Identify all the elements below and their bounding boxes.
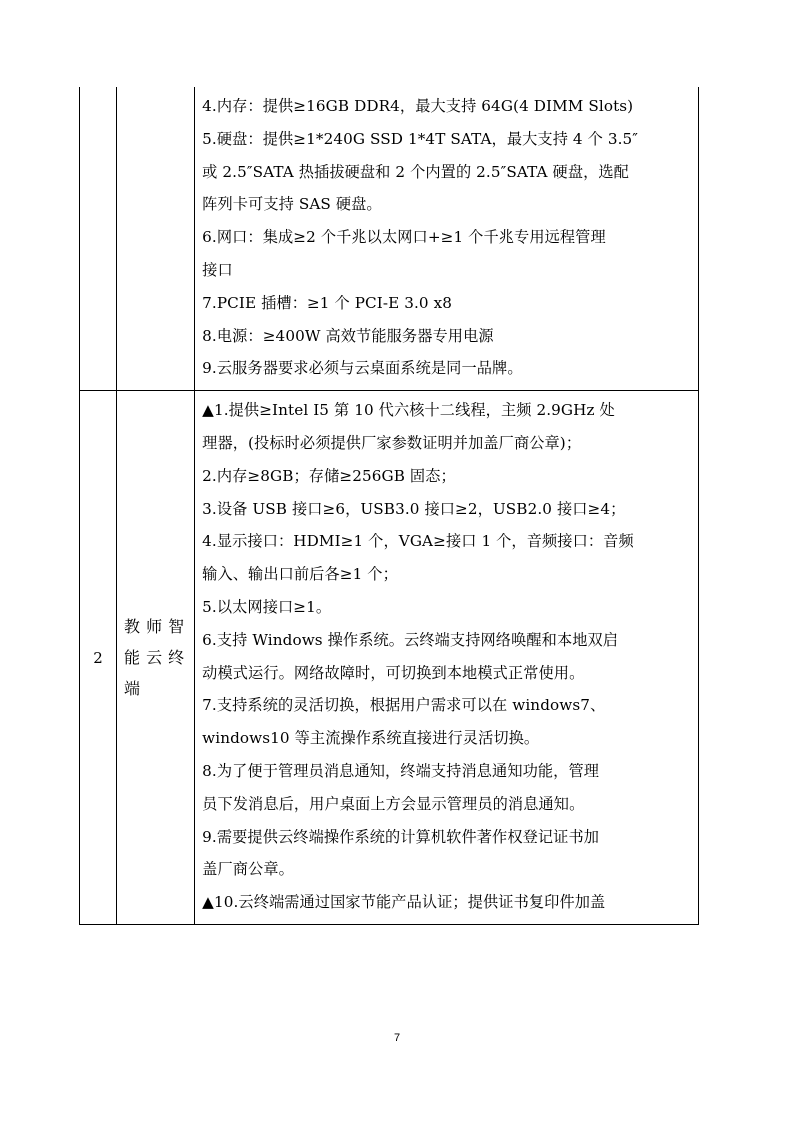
spec-line: 8.电源：≥400W 高效节能服务器专用电源 (202, 326, 494, 345)
page-number: 7 (393, 1032, 401, 1044)
spec-line: 盖厂商公章。 (202, 860, 294, 879)
item-number: 2 (93, 648, 103, 667)
spec-line: 6.支持 Windows 操作系统。云终端支持网络唤醒和本地双启 (202, 630, 619, 649)
spec-line: 输入、输出口前后各≥1 个； (202, 565, 398, 584)
spec-line: 或 2.5″SATA 热插拔硬盘和 2 个内置的 2.5″SATA 硬盘，选配 (202, 162, 629, 181)
spec-line: 阵列卡可支持 SAS 硬盘。 (202, 195, 382, 214)
spec-table (79, 87, 699, 925)
spec-line: 3.设备 USB 接口≥6，USB3.0 接口≥2，USB2.0 接口≥4； (202, 499, 626, 518)
spec-line: 4.显示接口：HDMI≥1 个，VGA≥接口 1 个，音频接口：音频 (202, 532, 634, 551)
spec-line: 理器，(投标时必须提供厂家参数证明并加盖厂商公章)； (202, 433, 582, 452)
item-name: 教师智能云终端 (124, 617, 189, 699)
spec-line: 4.内存：提供≥16GB DDR4，最大支持 64G(4 DIMM Slots) (202, 97, 634, 115)
spec-line: 员下发消息后，用户桌面上方会显示管理员的消息通知。 (202, 794, 585, 813)
spec-line: 接口 (202, 260, 233, 279)
spec-line: 7.支持系统的灵活切换，根据用户需求可以在 windows7、 (202, 696, 606, 715)
spec-line: 6.网口：集成≥2 个千兆以太网口+≥1 个千兆专用远程管理 (202, 228, 606, 247)
item-number-cell (80, 87, 117, 391)
item-number-cell (80, 391, 117, 925)
spec-list (195, 87, 698, 390)
spec-line: ▲10.云终端需通过国家节能产品认证；提供证书复印件加盖 (202, 893, 606, 912)
spec-cell (195, 391, 699, 925)
item-name-cell (117, 391, 195, 925)
table-row-1-continued (80, 87, 699, 391)
spec-line: 8.为了便于管理员消息通知，终端支持消息通知功能，管理 (202, 761, 600, 780)
table-row-2 (80, 391, 699, 925)
spec-line: ▲1.提供≥Intel I5 第 10 代六核十二线程，主频 2.9GHz 处 (202, 401, 615, 420)
spec-cell (195, 87, 699, 391)
spec-line: windows10 等主流操作系统直接进行灵活切换。 (202, 729, 540, 748)
item-name-cell (117, 87, 195, 391)
spec-line: 5.硬盘：提供≥1*240G SSD 1*4T SATA，最大支持 4 个 3.5″ (202, 129, 639, 148)
spec-line: 动模式运行。网络故障时，可切换到本地模式正常使用。 (202, 663, 585, 682)
spec-list (195, 391, 698, 924)
spec-line: 9.需要提供云终端操作系统的计算机软件著作权登记证书加 (202, 827, 600, 846)
spec-line: 2.内存≥8GB；存储≥256GB 固态； (202, 466, 456, 485)
spec-line: 5.以太网接口≥1。 (202, 597, 332, 616)
spec-line: 7.PCIE 插槽：≥1 个 PCI-E 3.0 x8 (202, 293, 453, 312)
spec-line: 9.云服务器要求必须与云桌面系统是同一品牌。 (202, 359, 523, 378)
